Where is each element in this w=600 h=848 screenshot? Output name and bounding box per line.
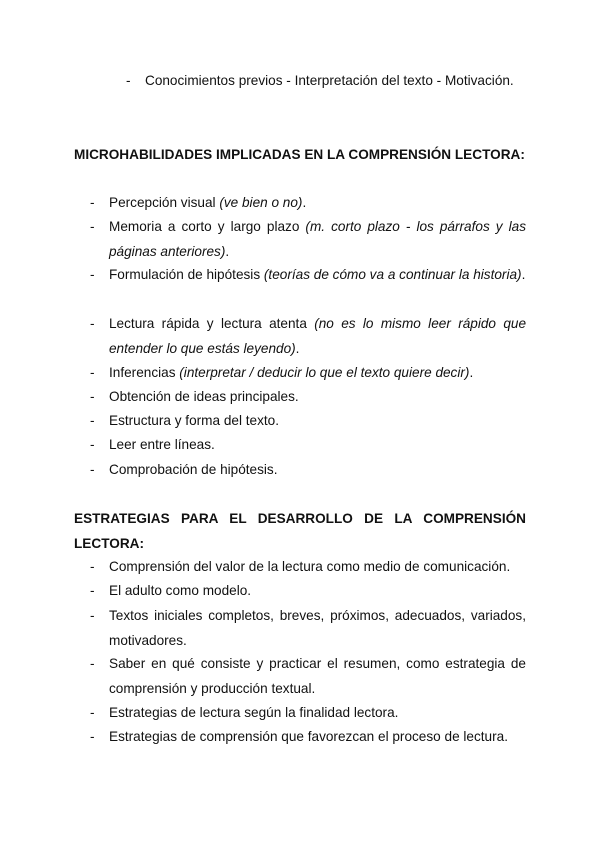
bullet-dash: - [90, 413, 95, 428]
item-end: . [521, 267, 526, 282]
list-item-intro [126, 69, 526, 94]
list-item [90, 555, 526, 580]
bullet-dash: - [90, 389, 95, 404]
item-text: Comprensión del valor de la lectura como medio de comunicación. [109, 559, 511, 574]
item-note: (teorías de cómo va a continuar la historia) [263, 267, 522, 282]
item-text: Textos iniciales completos, breves, próximos, adecuados, variados, motivadores. [109, 608, 526, 648]
bullet-dash: - [90, 559, 95, 574]
item-end: . [295, 340, 300, 356]
item-text: Saber en qué consiste y practicar el resumen, como estrategia de comprensión y producción textual. [109, 656, 526, 696]
item-note: (m. corto plazo - los párrafos y las páginas anteriores) [109, 219, 526, 259]
list-item-text: Conocimientos previos - Interpretación del texto - Motivación. [145, 73, 514, 88]
section-heading-estrategias: ESTRATEGIAS PARA EL DESARROLLO DE LA COMPRENSIÓN LECTORA: [74, 511, 526, 551]
item-text: Obtención de ideas principales. [109, 389, 299, 404]
item-text: Comprobación de hipótesis. [109, 462, 278, 477]
item-note: (ve bien o no) [219, 195, 303, 210]
item-text: Lectura rápida y lectura atenta [109, 316, 315, 331]
bullet-dash: - [126, 73, 131, 88]
list-item [90, 215, 526, 264]
list-item [90, 312, 526, 361]
bullet-dash: - [90, 462, 95, 477]
list-item [90, 385, 526, 410]
list-item [90, 701, 526, 726]
item-text: Percepción visual [109, 195, 220, 210]
item-text: Formulación de hipótesis [109, 267, 264, 282]
list-item [90, 725, 526, 750]
item-note: (interpretar / deducir lo que el texto quiere decir) [179, 365, 470, 380]
bullet-dash: - [90, 267, 95, 282]
bullet-dash: - [90, 219, 95, 234]
section-heading-microhabilidades: MICROHABILIDADES IMPLICADAS EN LA COMPRENSIÓN LECTORA: [74, 147, 525, 162]
item-end: . [302, 195, 307, 210]
bullet-dash: - [90, 316, 95, 331]
item-note: (no es lo mismo leer rápido que entender lo que estás leyendo) [109, 316, 526, 356]
item-text: Leer entre líneas. [109, 437, 215, 452]
bullet-dash: - [90, 365, 95, 380]
bullet-dash: - [90, 729, 95, 744]
item-text: Inferencias [109, 365, 180, 380]
bullet-dash: - [90, 437, 95, 452]
bullet-dash: - [90, 705, 95, 720]
item-end: . [225, 243, 230, 259]
list-item [90, 361, 526, 386]
item-end: . [469, 365, 474, 380]
list-item [90, 458, 526, 483]
list-item [90, 433, 526, 458]
item-text: Estructura y forma del texto. [109, 413, 279, 428]
list-item [90, 263, 526, 288]
list-item [90, 409, 526, 434]
item-text: Estrategias de comprensión que favorezcan el proceso de lectura. [109, 729, 508, 744]
bullet-dash: - [90, 583, 95, 598]
item-text: El adulto como modelo. [109, 583, 252, 598]
item-text: Memoria a corto y largo plazo [109, 219, 306, 234]
list-item [90, 604, 526, 653]
list-item [90, 191, 526, 216]
list-item [90, 652, 526, 701]
bullet-dash: - [90, 195, 95, 210]
bullet-dash: - [90, 656, 95, 671]
item-text: Estrategias de lectura según la finalidad lectora. [109, 705, 399, 720]
list-item [90, 579, 526, 604]
bullet-dash: - [90, 608, 95, 623]
